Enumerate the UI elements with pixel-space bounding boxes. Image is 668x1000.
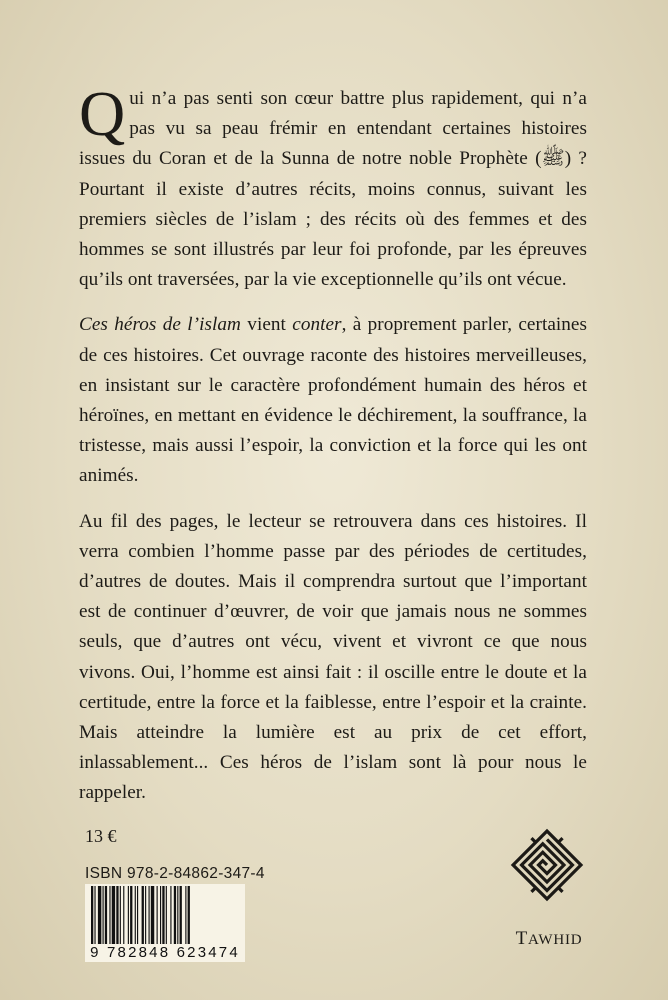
publisher-initial: T — [515, 928, 528, 949]
paragraph-2 — [79, 310, 587, 491]
paragraph-1-text: ui n’a pas senti son cœur battre plus rapidement, qui n’a pas vu sa peau frémir en entendant certaines histoires issues du Coran et de la Sunna de notre noble Prophète (ﷺ) ? Pourtant il existe d’autres récits, moins connus, suivant les premiers siècles de l’islam ; des récits où des femmes et des hommes se sont illustrés par leur foi profonde, par les épreuves qu’ils ont traversées, par la vie exceptionnelle qu’ils ont vécue. — [79, 88, 587, 291]
paragraph-3-text: Au fil des pages, le lecteur se retrouvera dans ces histoires. Il verra combien l’homme passe par des périodes de certitudes, d’autres de doutes. Mais il comprendra surtout que l’important est de continuer d’œuvrer, de voir que jamais nous ne sommes seuls, que d’autres ont vécu, vivent et vivront ce que nous vivons. Oui, l’homme est ainsi fait : il oscille entre le doute et la certitude, entre la force et la faiblesse, entre l’espoir et la crainte. Mais atteindre la lumière est au prix de cet effort, inlassablement... Ces héros de l’islam sont là pour nous le rappeler. — [79, 510, 587, 804]
paragraph-3 — [79, 507, 587, 809]
isbn-label: ISBN 978-2-84862-347-4 — [85, 865, 265, 882]
price-label: 13 € — [85, 826, 117, 846]
paragraph-1 — [79, 78, 587, 295]
barcode — [85, 884, 245, 962]
verb-italic: conter — [292, 314, 342, 336]
kufic-square-icon — [509, 827, 585, 903]
publisher-rest: AWHID — [527, 932, 583, 948]
paragraph-2-text: , à proprement parler, certaines de ces histoires. Cet ouvrage raconte des histoires merveilleuses, en insistant sur le caractère profondément humain des héros et héroïnes, en mettant en évidence le déchirement, la souffrance, la tristesse, mais aussi l’espoir, la conviction et la force qui les ont animés. — [79, 314, 587, 487]
barcode-number: 9 782848 623474 — [85, 944, 245, 961]
blurb-text — [79, 78, 587, 824]
verb-plain: vient — [240, 314, 293, 336]
book-title-italic: Ces héros de l’islam — [79, 314, 241, 336]
drop-cap: Q — [79, 78, 126, 149]
publisher-name — [504, 928, 594, 950]
